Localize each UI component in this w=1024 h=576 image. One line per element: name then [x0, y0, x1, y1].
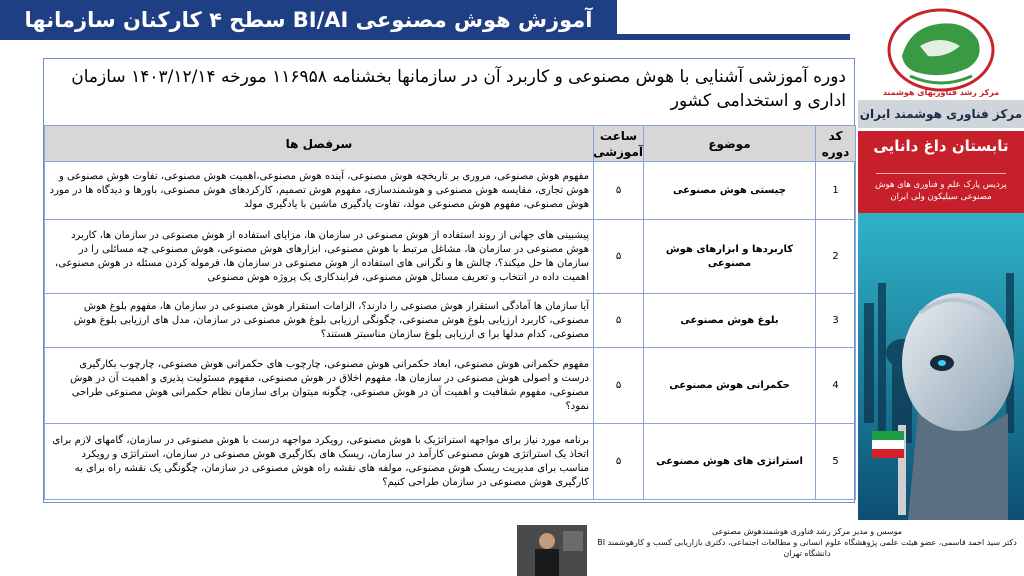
- robot-illustration: [858, 213, 1024, 520]
- logo-caption: مرکز رشد فناوریهای هوشمند: [882, 88, 1000, 97]
- row-hours: ۵: [594, 294, 644, 348]
- row-topic: کاربردها و ابزارهای هوش مصنوعی: [644, 220, 816, 294]
- footer-line-1: موسس و مدیر مرکز رشد فناوری هوشمندهوش مصنوعی: [711, 527, 903, 536]
- column-header-hours: ساعت آموزشی: [594, 126, 644, 162]
- row-outline: مفهوم هوش مصنوعی، مروری بر تاریخچه هوش مصنوعی، آینده هوش مصنوعی،اهمیت هوش مصنوعی، تفاوت هوش مصنوعی و هوش تجاری، مقایسه هوش مصنوعی و هوشمندسازی، مفهوم هوش تصمیم، کارکردهای هوش مصنوعی، باورها و دیدگاه ها در مورد هوش مصنوعی، مفهوم هوش مصنوعی مولد، تفاوت یادگیری ماشین با یادگیری مولد: [45, 162, 594, 220]
- event-divider: [876, 173, 1006, 174]
- row-hours: ۵: [594, 348, 644, 424]
- row-outline: مفهوم حکمرانی هوش مصنوعی، ابعاد حکمرانی هوش مصنوعی، چارچوب های حکمرانی هوش مصنوعی، چارچوب بکارگیری درست و اصولی هوش مصنوعی در سازمان ها، مفهوم اخلاق در هوش مصنوعی، مفهوم مسئولیت پذیری و اهمیت آن در هوش مصنوعی، مفهوم شفافیت و اهمیت آن در هوش مصنوعی، چگونه میتوان برای سازمان نظام حکمرانی هوش مصنوعی طراحی نمود؟: [45, 348, 594, 424]
- event-title: تابستان داغ دانایی: [873, 137, 1009, 155]
- table-row: [45, 294, 856, 348]
- event-subtitle: پردیس پارک علم و فناوری های هوش مصنوعی سیلیکون ولی ایران: [875, 180, 1007, 202]
- course-panel: [43, 58, 855, 503]
- table-header-row: [45, 126, 856, 162]
- footer-credits: [590, 526, 1024, 559]
- row-topic: بلوغ هوش مصنوعی: [644, 294, 816, 348]
- course-table: [44, 125, 856, 500]
- table-row: [45, 220, 856, 294]
- row-outline: پیشبینی های جهانی از روند استفاده از هوش مصنوعی در سازمان ها، مزایای استفاده از هوش مصنوعی در سازمان ها، کاربرد هوش مصنوعی در سازمان ها، مشاغل مرتبط با هوش مصنوعی، ابزارهای هوش مصنوعی، هوش مصنوعی چه مسائلی را در سازمان ها حل میکند؟، چالش ها و نگرانی های استفاده از هوش مصنوعی در سازمان ها، فرموله کردن مسئله در هوش مصنوعی، اهمیت داده در انتخاب و تعریف مسائل هوش مصنوعی، فرایندکاری یک پروژه هوش مصنوعی: [45, 220, 594, 294]
- row-topic: استراتژی های هوش مصنوعی: [644, 424, 816, 500]
- row-hours: ۵: [594, 162, 644, 220]
- row-topic: حکمرانی هوش مصنوعی: [644, 348, 816, 424]
- header-divider: [0, 34, 850, 40]
- course-heading: دوره آموزشی آشنایی با هوش مصنوعی و کاربرد آن در سازمانها بخشنامه ۱۱۶۹۵۸ مورخه ۱۴۰۳/۱۲/۱۴ سازمان اداری و استخدامی کشور: [71, 67, 846, 111]
- column-header-topic: موضوع: [644, 126, 816, 162]
- row-hours: ۵: [594, 424, 644, 500]
- row-hours: ۵: [594, 220, 644, 294]
- event-panel: [858, 131, 1024, 213]
- column-header-outline: سرفصل ها: [45, 126, 594, 162]
- table-row: [45, 424, 856, 500]
- table-row: [45, 162, 856, 220]
- row-code: 3: [816, 294, 856, 348]
- row-code: 1: [816, 162, 856, 220]
- table-row: [45, 348, 856, 424]
- row-outline: آیا سازمان ها آمادگی استقرار هوش مصنوعی را دارند؟، الزامات استقرار هوش مصنوعی در سازمان ها، مفهوم بلوغ هوش مصنوعی، کاربرد ارزیابی بلوغ هوش مصنوعی، چگونگی ارزیابی بلوغ هوش مصنوعی در سازمان، مدل های ارزیابی بلوغ هوش مصنوعی، کدام مدلها برا ی ارزیابی بلوغ سازمان مناسبتر هستند؟: [45, 294, 594, 348]
- center-name: مرکز فناوری هوشمند ایران: [858, 100, 1024, 128]
- row-code: 2: [816, 220, 856, 294]
- footer-line-2: دکتر سید احمد قاسمی، عضو هیئت علمی پژوهشگاه علوم انسانی و مطالعات اجتماعی، دکتری بازاریابی کسب و کارهوشمند BI دانشگاه تهران: [597, 538, 1017, 558]
- row-topic: چیستی هوش مصنوعی: [644, 162, 816, 220]
- row-code: 4: [816, 348, 856, 424]
- column-header-code: کد دوره: [816, 126, 856, 162]
- row-code: 5: [816, 424, 856, 500]
- page-title: آموزش هوش مصنوعی BI/AI سطح ۴ کارکنان سازمانها: [24, 8, 593, 32]
- iran-map-logo: [880, 6, 1002, 94]
- speaker-photo: [517, 525, 587, 576]
- row-outline: برنامه مورد نیاز برای مواجهه استراتژیک با هوش مصنوعی، رویکرد مواجهه درست با هوش مصنوعی در سازمان، گامهای لازم برای اتخاذ یک استراتژی هوش مصنوعی کارآمد در سازمان، ریسک های بکارگیری هوش مصنوعی در سازمان، استراتژی و رویکرد مناسب برای مدیریت ریسک هوش مصنوعی، مولفه های نقشه راه هوش مصنوعی در سازمان، چگونگی یک نقشه راه برای به کارگیری هوش مصنوعی در سازمان طراحی کنیم؟: [45, 424, 594, 500]
